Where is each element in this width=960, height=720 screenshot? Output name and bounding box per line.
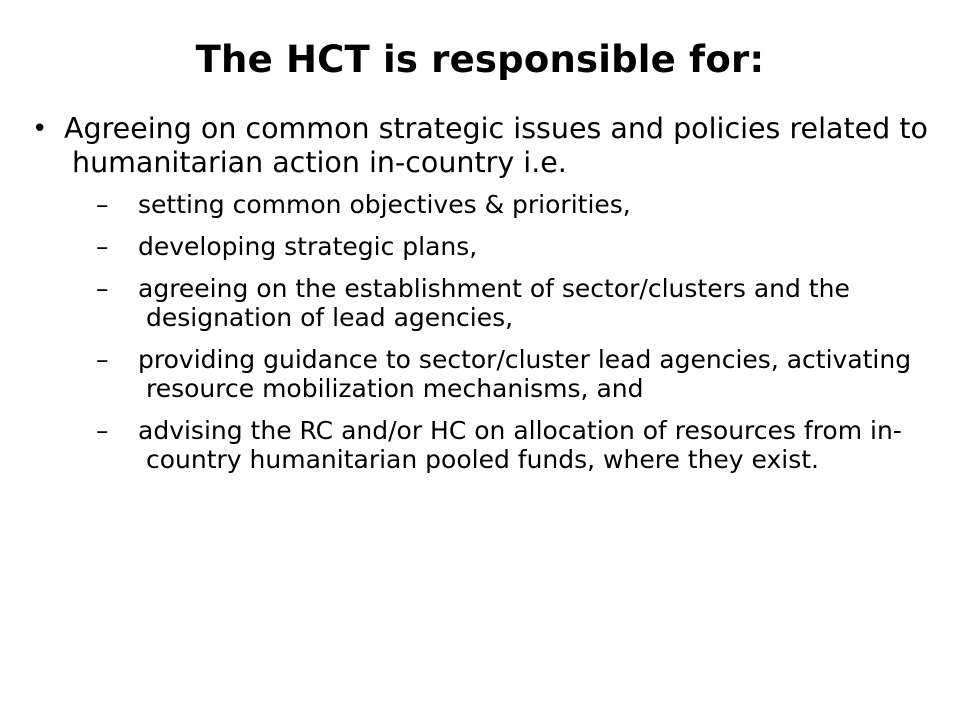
bullet-item: [32, 112, 932, 474]
dash-icon: –: [96, 416, 109, 445]
dash-icon: –: [96, 190, 109, 219]
sub-bullet-item: [96, 274, 932, 332]
slide-title: The HCT is responsible for:: [195, 38, 765, 81]
sub-bullet-text: developing strategic plans,: [138, 232, 478, 261]
sub-bullet-item: [96, 416, 932, 474]
sub-bullet-item: [96, 190, 932, 219]
sub-bullet-text: agreeing on the establishment of sector/clusters and the designation of lead agencies,: [138, 274, 850, 332]
sub-bullet-text: advising the RC and/or HC on allocation of resources from in-country humanitarian pooled funds, where they exist.: [138, 416, 902, 474]
dash-icon: –: [96, 345, 109, 374]
bullet-dot-icon: •: [32, 114, 48, 144]
sub-bullet-item: [96, 232, 932, 261]
bullet-list: [32, 112, 932, 487]
sub-bullet-list: [64, 190, 932, 474]
bullet-text: Agreeing on common strategic issues and policies related to humanitarian action in-country i.e.: [64, 112, 928, 179]
dash-icon: –: [96, 274, 109, 303]
dash-icon: –: [96, 232, 109, 261]
sub-bullet-text: setting common objectives & priorities,: [138, 190, 631, 219]
sub-bullet-item: [96, 345, 932, 403]
sub-bullet-text: providing guidance to sector/cluster lead agencies, activating resource mobilization mechanisms, and: [138, 345, 912, 403]
